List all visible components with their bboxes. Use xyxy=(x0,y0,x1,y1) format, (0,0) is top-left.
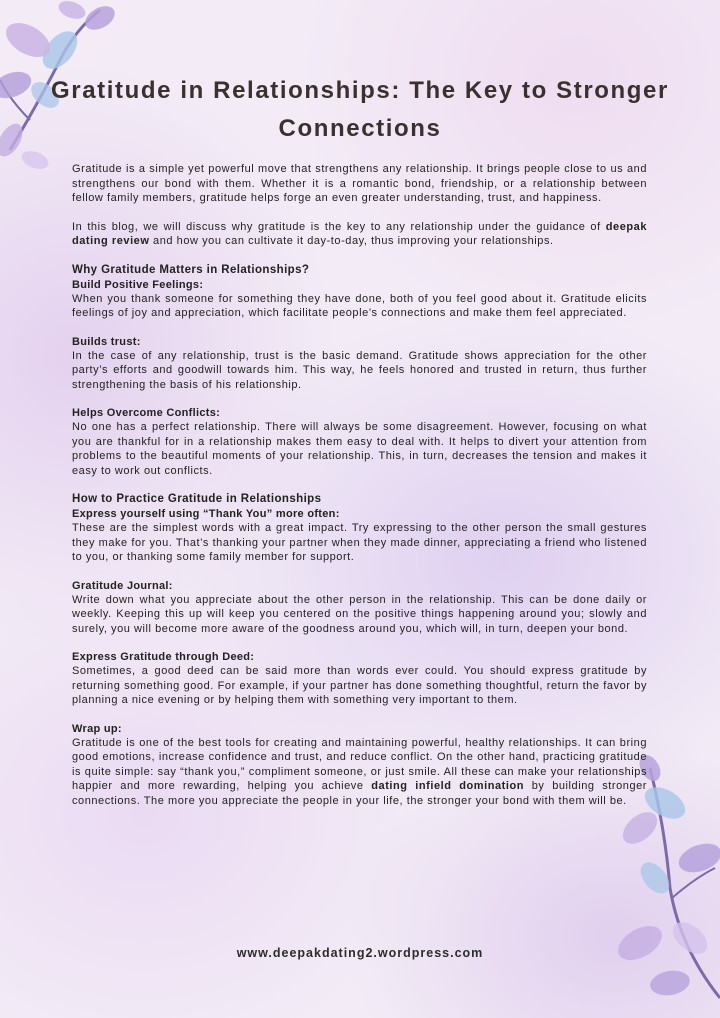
wrap-up-text-start: Gratitude is one of the best tools for creating and maintaining powerful, healthy relationships. It can bring good emotions, increase confidence and trust, and reduce conflict. On the other hand, practicing gratitude is quite simple: say “thank you,” compliment someone, or just smile. All these can make your relationships happier and more rewarding, helping you achieve xyxy=(72,736,647,792)
positive-feelings-text: When you thank someone for something they have done, both of you feel good about it. Gratitude elicits feelings of joy and appreciation, which facilitate people’s connections and make them feel appreciated. xyxy=(72,292,647,319)
builds-trust-text: In the case of any relationship, trust is the basic demand. Gratitude shows appreciation for the other party’s efforts and goodwill towards him. This way, he feels honored and trusted in return, thus further strengthening the basis of his relationship. xyxy=(72,349,647,391)
intro-text-end: and how you can cultivate it day-to-day, thus improving your relationships. xyxy=(149,235,554,247)
subheading-thank-you: Express yourself using “Thank You” more often: xyxy=(72,508,340,520)
dating-infield-domination-text: dating infield domination xyxy=(371,780,525,792)
gratitude-journal-text: Write down what you appreciate about the other person in the relationship. This can be done daily or weekly. Keeping this up will keep you centered on the positive things happening around you; slowly and surely, you will become more aware of the goodness around you, which will, in turn, deepen your bond. xyxy=(72,593,647,635)
article-body xyxy=(72,162,647,808)
wrap-up-text-end: by building stronger connections. The more you appreciate the people in your life, the stronger your bond with them will be. xyxy=(72,780,648,807)
intro-text: In this blog, we will discuss why gratitude is the key to any relationship under the guidance of xyxy=(72,220,606,233)
subheading-gratitude-journal: Gratitude Journal: xyxy=(72,579,173,592)
section-heading-how: How to Practice Gratitude in Relationships xyxy=(72,493,322,505)
section-heading-why: Why Gratitude Matters in Relationships? xyxy=(72,263,310,276)
subheading-positive-feelings: Build Positive Feelings: xyxy=(72,278,204,291)
subheading-overcome-conflicts: Helps Overcome Conflicts: xyxy=(72,407,221,419)
gratitude-deed-text: Sometimes, a good deed can be said more than words ever could. You should express gratitude by returning something good. For example, if your partner has done something thoughtful, return the favor by planning a nice evening or by helping them with something very important to them. xyxy=(72,665,647,706)
subheading-gratitude-deed: Express Gratitude through Deed: xyxy=(72,651,255,663)
overcome-conflicts-text: No one has a perfect relationship. There will always be some disagreement. However, focusing on what you are thankful for in a relationship makes them easy to deal with. It helps to divert your attention from problems to the beautiful moments of your relationship. This, in turn, decreases the tension and makes it easy to work out conflicts. xyxy=(72,421,647,477)
subheading-builds-trust: Builds trust: xyxy=(72,335,141,348)
page-title: Gratitude in Relationships: The Key to Stronger Connections xyxy=(51,77,669,142)
intro-paragraph: Gratitude is a simple yet powerful move that strengthens any relationship. It brings people close to us and strengthens our bond with them. Whether it is a romantic bond, friendship, or a relationship between fellow family members, gratitude helps forge an even greater understanding, trust, and happiness. xyxy=(72,163,647,204)
wrap-up-text xyxy=(72,736,647,809)
intro-paragraph-2 xyxy=(72,220,647,249)
subheading-wrap-up: Wrap up: xyxy=(72,722,122,735)
footer-website-link[interactable]: www.deepakdating2.wordpress.com xyxy=(236,946,484,960)
thank-you-text: These are the simplest words with a great impact. Try expressing to the other person the small gestures they make for you. That’s thanking your partner when they made dinner, appreciating a friend who listened to you, or thanking some family member for support. xyxy=(72,522,647,563)
deepak-dating-review-text: deepak dating review xyxy=(72,220,647,247)
